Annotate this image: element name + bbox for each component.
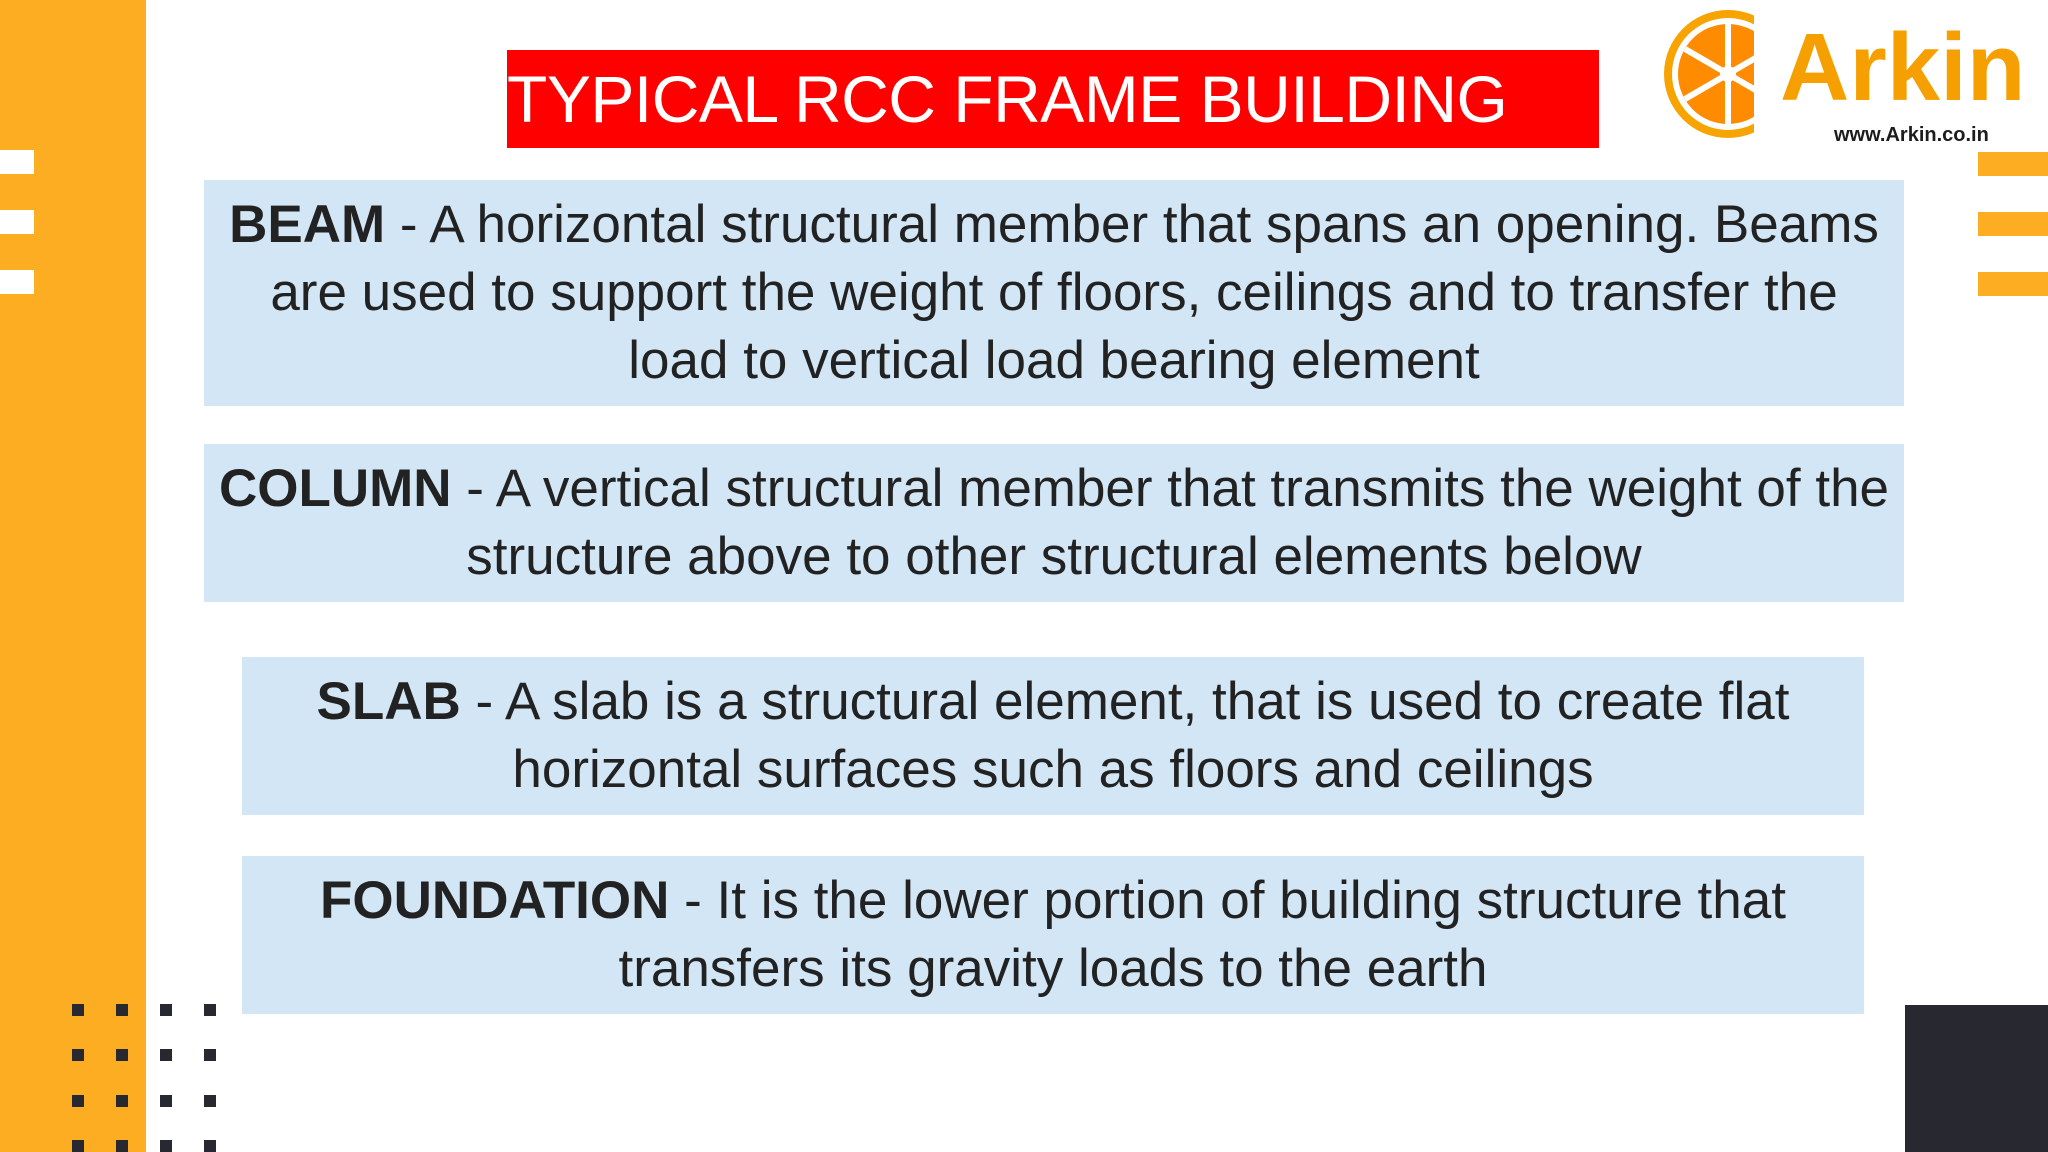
left-notch <box>0 210 34 234</box>
decorative-dot-grid <box>72 1004 232 1152</box>
definition-term: COLUMN <box>218 459 452 518</box>
definition-body: It is the lower portion of building structure that transfers its gravity loads to the earth <box>618 871 1786 998</box>
right-accent-stripe <box>1978 212 2048 236</box>
definition-term: BEAM <box>229 195 386 254</box>
slide-title: TYPICAL RCC FRAME BUILDING <box>507 50 1599 148</box>
corner-dark-block <box>1905 1005 2048 1152</box>
definition-body: A vertical structural member that transmits the weight of the structure above to other structural elements below <box>466 459 1890 586</box>
definition-term: FOUNDATION <box>320 871 670 930</box>
definition-card-beam <box>204 180 1904 406</box>
orange-slice-icon <box>1658 0 1792 146</box>
definition-body: A slab is a structural element, that is used to create flat horizontal surfaces such as floors and ceilings <box>505 672 1790 799</box>
arkin-logo <box>1658 0 2026 150</box>
left-notch <box>0 270 34 294</box>
definition-text: SLAB - A slab is a structural element, that is used to create flat horizontal surfaces such as floors and ceilings <box>316 672 1790 799</box>
definition-text: BEAM - A horizontal structural member that spans an opening. Beams are used to support the weight of floors, ceilings and to transfer the load to vertical load bearing element <box>229 195 1879 390</box>
right-accent-stripe <box>1978 152 2048 176</box>
definition-text: FOUNDATION - It is the lower portion of building structure that transfers its gravity loads to the earth <box>320 871 1786 998</box>
left-notch <box>0 150 34 174</box>
definition-card-foundation <box>242 856 1864 1014</box>
definition-term: SLAB <box>316 672 461 731</box>
logo-url: www.Arkin.co.in <box>1834 124 1989 146</box>
definition-body: A horizontal structural member that spans an opening. Beams are used to support the weight of floors, ceilings and to transfer the load to vertical load bearing element <box>270 195 1879 390</box>
definition-text: COLUMN - A vertical structural member that transmits the weight of the structure above to other structural elements below <box>218 459 1890 586</box>
right-accent-stripe <box>1978 272 2048 296</box>
definition-card-slab <box>242 657 1864 815</box>
definition-card-column <box>204 444 1904 602</box>
logo-wordmark: Arkin <box>1780 14 2026 121</box>
